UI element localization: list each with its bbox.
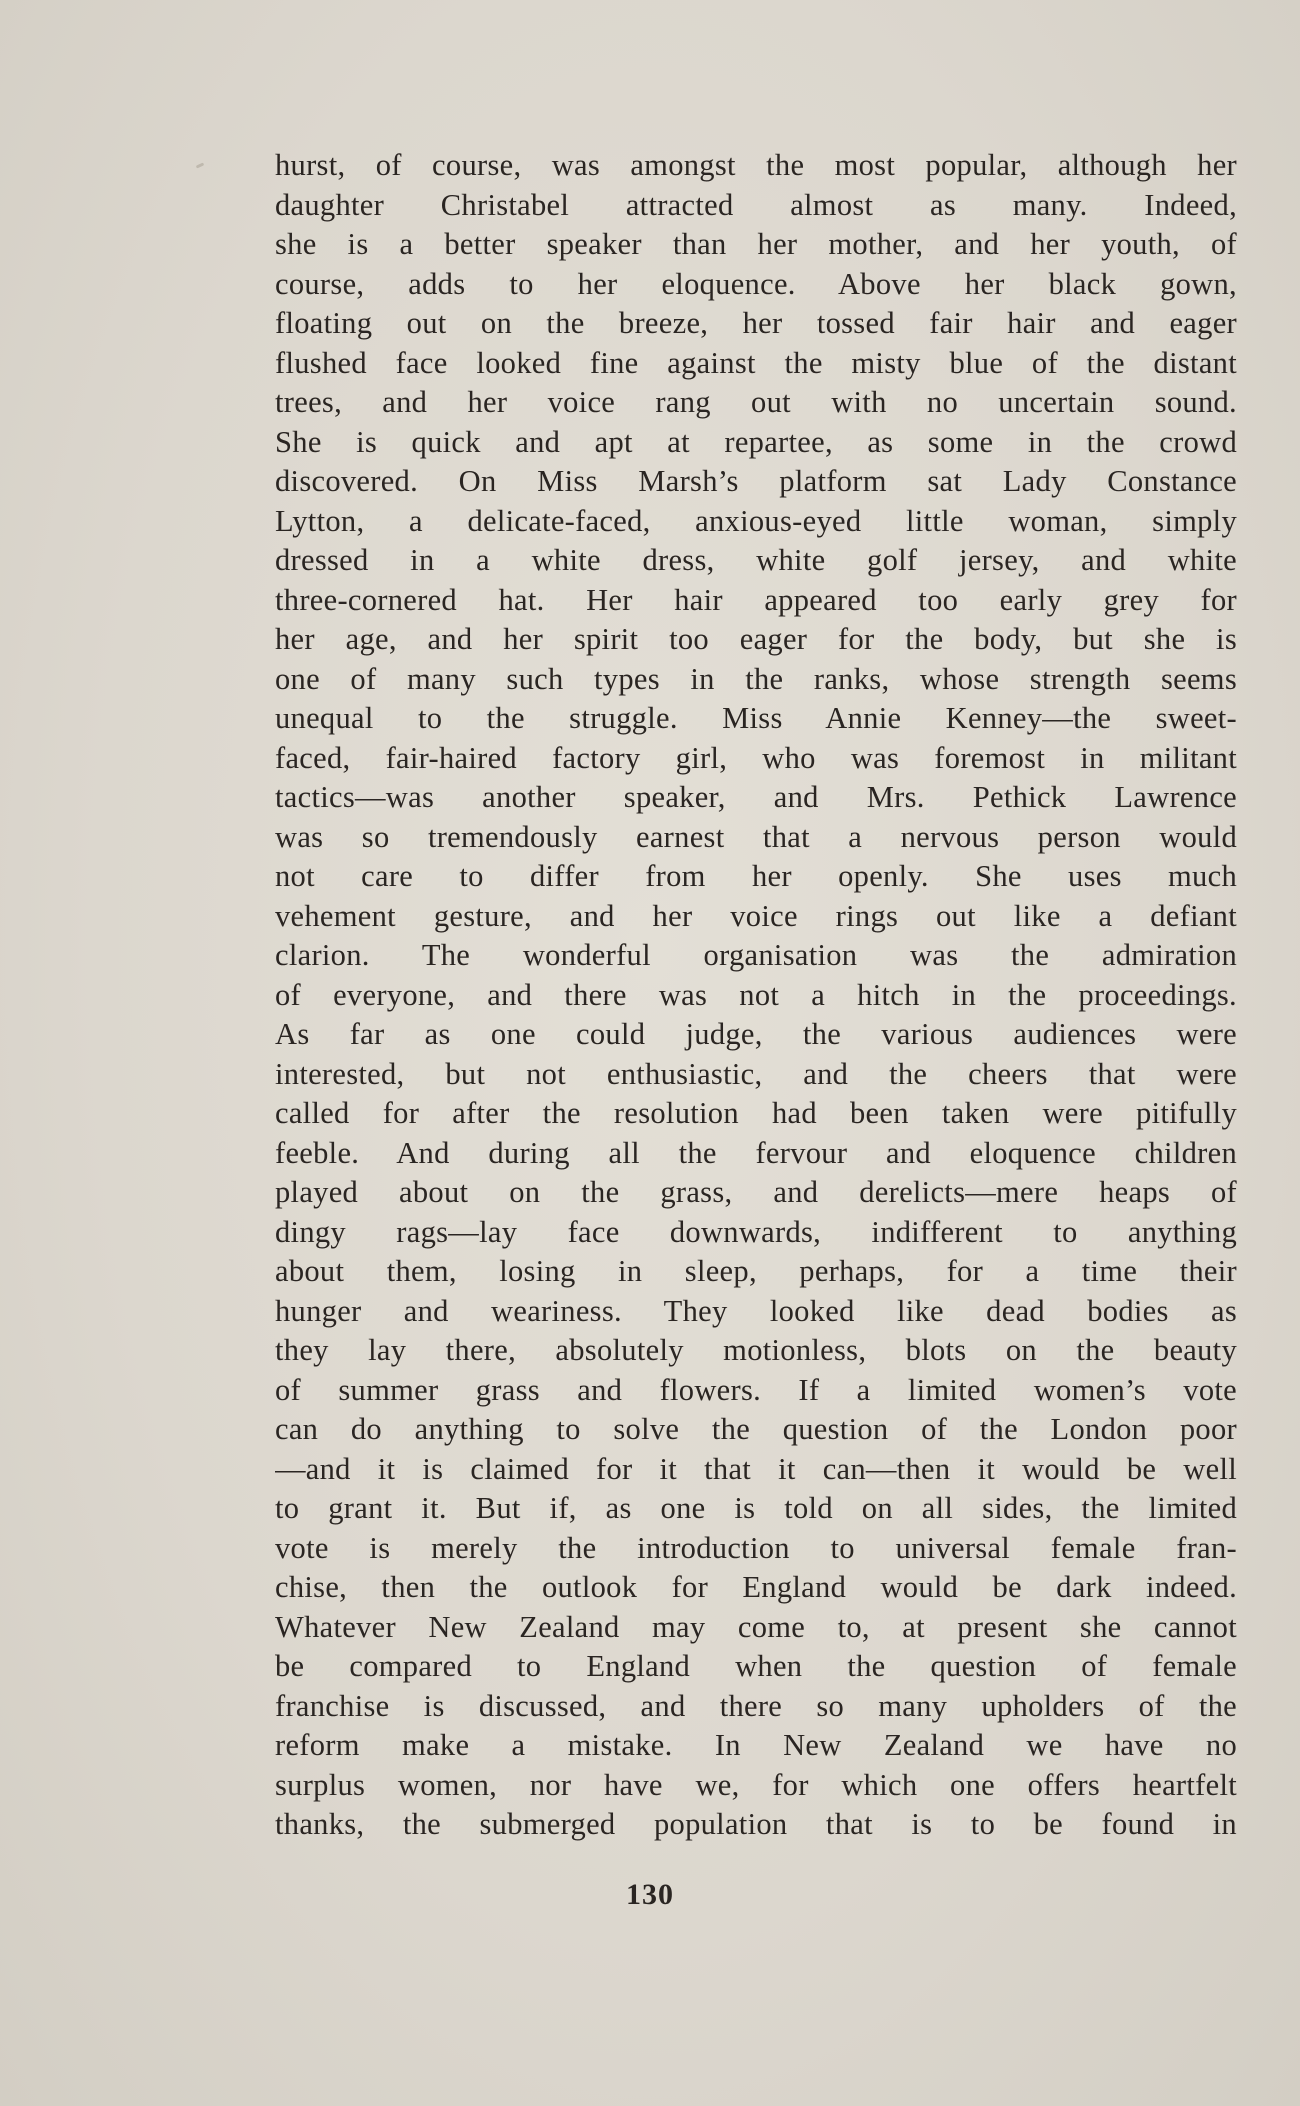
text-line: played about on the grass, and derelicts—mere heaps of (275, 1175, 1237, 1209)
text-line: she is a better speaker than her mother, and her youth, of (275, 227, 1237, 261)
text-line: three-cornered hat. Her hair appeared too early grey for (275, 582, 1237, 617)
text-line: called for after the resolution had been taken were pitifully (275, 1096, 1237, 1130)
text-line: tactics—was another speaker, and Mrs. Pethick Lawrence (275, 780, 1237, 814)
text-line: flushed face looked fine against the misty blue of the distant (275, 345, 1237, 380)
text-line: of summer grass and flowers. If a limited women’s vote (275, 1372, 1237, 1407)
text-line: of everyone, and there was not a hitch in the proceedings. (275, 977, 1237, 1012)
text-line: they lay there, absolutely motionless, blots on the beauty (275, 1333, 1237, 1367)
text-line: thanks, the submerged population that is to be found in (275, 1807, 1237, 1841)
text-line: surplus women, nor have we, for which one offers heartfelt (275, 1767, 1237, 1802)
body-text (275, 146, 1237, 1845)
text-line: reform make a mistake. In New Zealand we have no (275, 1728, 1237, 1762)
text-line: about them, losing in sleep, perhaps, for a time their (275, 1254, 1237, 1288)
text-line: vote is merely the introduction to universal female fran- (275, 1530, 1237, 1565)
text-line: hurst, of course, was amongst the most popular, although her (275, 148, 1237, 182)
text-line: discovered. On Miss Marsh’s platform sat Lady Constance (275, 464, 1237, 498)
text-line: trees, and her voice rang out with no uncertain sound. (275, 385, 1237, 419)
text-line: feeble. And during all the fervour and eloquence children (275, 1135, 1237, 1170)
text-line: not care to differ from her openly. She uses much (275, 859, 1237, 893)
page-number: 130 (626, 1878, 674, 1911)
text-line: As far as one could judge, the various audiences were (275, 1017, 1237, 1051)
text-line: can do anything to solve the question of the London poor (275, 1412, 1237, 1446)
text-line: unequal to the struggle. Miss Annie Kenney—the sweet- (275, 701, 1237, 735)
text-line: hunger and weariness. They looked like dead bodies as (275, 1293, 1237, 1328)
text-line: Whatever New Zealand may come to, at present she cannot (275, 1609, 1237, 1644)
text-line: clarion. The wonderful organisation was the admiration (275, 938, 1237, 972)
text-line: Lytton, a delicate-faced, anxious-eyed little woman, simply (275, 503, 1237, 538)
text-line: vehement gesture, and her voice rings out like a defiant (275, 898, 1237, 933)
text-line: She is quick and apt at repartee, as some in the crowd (275, 424, 1237, 459)
text-line: interested, but not enthusiastic, and the cheers that were (275, 1056, 1237, 1091)
text-line: chise, then the outlook for England would be dark indeed. (275, 1570, 1237, 1604)
text-line: one of many such types in the ranks, whose strength seems (275, 661, 1237, 696)
text-line: franchise is discussed, and there so many upholders of the (275, 1688, 1237, 1723)
text-line: —and it is claimed for it that it can—then it would be well (275, 1451, 1237, 1486)
text-line: be compared to England when the question of female (275, 1649, 1237, 1683)
text-line: dressed in a white dress, white golf jersey, and white (275, 543, 1237, 577)
text-line: to grant it. But if, as one is told on all sides, the limited (275, 1491, 1237, 1525)
text-line: faced, fair-haired factory girl, who was foremost in militant (275, 740, 1237, 775)
text-line: was so tremendously earnest that a nervous person would (275, 819, 1237, 854)
text-line: her age, and her spirit too eager for the body, but she is (275, 622, 1237, 656)
paper-speck (196, 162, 205, 168)
text-line: daughter Christabel attracted almost as many. Indeed, (275, 187, 1237, 222)
text-line: dingy rags—lay face downwards, indifferent to anything (275, 1214, 1237, 1249)
text-line: floating out on the breeze, her tossed fair hair and eager (275, 306, 1237, 340)
text-line: course, adds to her eloquence. Above her black gown, (275, 266, 1237, 301)
